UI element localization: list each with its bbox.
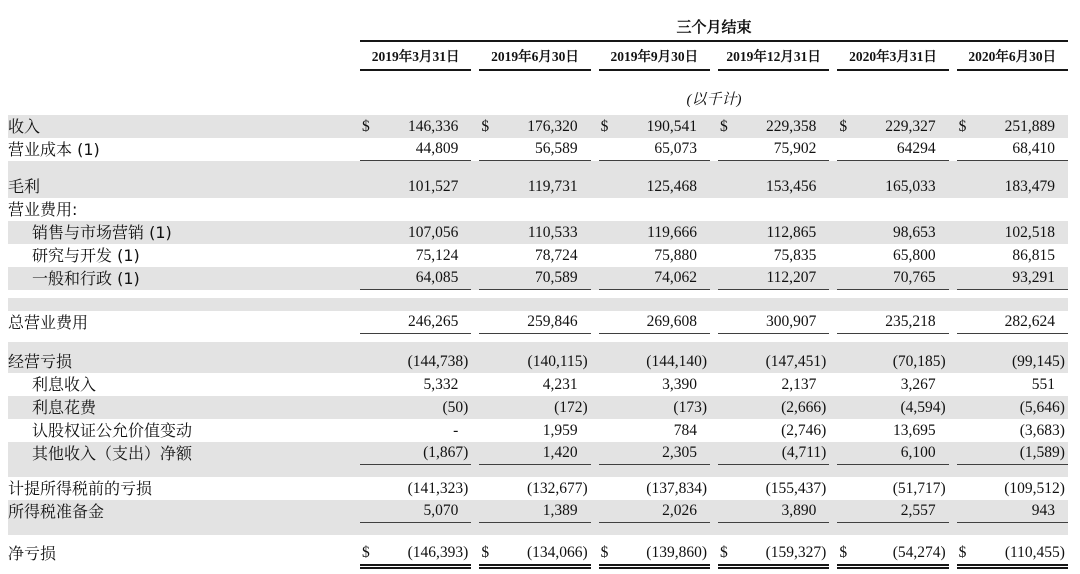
table-row [8,442,1068,465]
spacer-row [8,161,1068,175]
value: (4,594) [900,398,946,416]
row-label: 所得税准备金 [8,502,105,521]
table-row [8,311,1068,334]
value: (1,867) [423,444,469,461]
row-label: 收入 [8,117,41,136]
value: 251,889 [1004,117,1055,135]
value: 5,070 [423,502,459,519]
value-cell [718,350,829,373]
value: 68,410 [1012,140,1055,157]
value-cell [479,244,590,267]
currency-symbol: $ [719,117,728,135]
value: 64294 [896,140,936,157]
column-headers [360,45,1068,71]
value-cell [718,221,829,244]
table-row [8,138,1068,161]
value: 4,231 [542,375,578,393]
value: 78,724 [535,246,578,264]
value-cell [479,267,590,290]
value: (50) [442,398,469,416]
row-label: 利息收入 [32,375,97,394]
value: 44,809 [415,140,459,157]
value-cell [837,244,948,267]
value-cell [837,542,948,569]
value: (1,589) [1019,444,1065,461]
value: 102,518 [1004,223,1055,241]
value-cell [957,442,1068,465]
value-cell [837,175,948,198]
value: 259,846 [527,313,578,330]
value-cell [479,373,590,396]
value: 282,624 [1004,313,1055,330]
value-cell [599,442,710,465]
value-cell [360,373,471,396]
currency-symbol: $ [481,544,490,561]
value-cell [837,373,948,396]
value: (144,140) [646,352,707,370]
period-header: 三个月结束 [360,16,1068,42]
currency-symbol: $ [839,117,848,135]
value: (3,683) [1019,421,1065,439]
value-cell [479,419,590,442]
value-cell [718,477,829,500]
value: 146,336 [407,117,459,135]
value-cell [957,311,1068,334]
table-row [8,477,1068,500]
label-column-spacer [8,88,360,109]
value: (70,185) [892,352,946,370]
value: 235,218 [885,313,936,330]
value-cell [718,419,829,442]
value-cell [360,500,471,523]
value: (140,115) [527,352,588,370]
value-cell [957,138,1068,161]
value-cell [957,396,1068,419]
value-cell [957,477,1068,500]
value: 75,902 [773,140,817,157]
table-row [8,221,1068,244]
value: 784 [673,421,697,439]
value-cell [837,350,948,373]
value-cell [479,311,590,334]
value: 246,265 [407,313,459,330]
row-label: 销售与市场营销 (1) [32,223,172,242]
value-cell [599,419,710,442]
value-cell [718,542,829,569]
value: 70,589 [535,269,578,286]
value-cell [957,198,1068,221]
value: 70,765 [893,269,936,286]
value: 190,541 [646,117,697,135]
spacer-row [8,298,1068,311]
value: 119,731 [527,177,578,195]
value-cell [718,115,829,138]
value-cell [360,442,471,465]
spacer-row [8,342,1068,350]
value-cell [479,115,590,138]
value-cell [479,198,590,221]
value: 269,608 [646,313,697,330]
value-cell [837,198,948,221]
value: 2,557 [900,502,936,519]
value-cell [718,311,829,334]
value-cell [599,350,710,373]
value: 65,800 [893,246,936,264]
value: (137,834) [646,479,707,497]
value-cell [837,115,948,138]
value: (5,646) [1019,398,1065,416]
value-cell [718,267,829,290]
table-row [8,350,1068,373]
value: (146,393) [407,544,469,561]
value-cell [599,221,710,244]
row-label: 研究与开发 (1) [32,246,140,265]
value: (4,711) [781,444,827,461]
value-cell [599,115,710,138]
value-cell [957,419,1068,442]
value-cell [957,542,1068,569]
currency-symbol: $ [362,544,370,561]
spacer-row [8,535,1068,542]
value: - [453,421,459,439]
value: (2,746) [781,421,827,439]
value: 1,420 [542,444,578,461]
value: 65,073 [654,140,697,157]
value-cell [599,175,710,198]
value: 2,137 [781,375,817,393]
value-cell [599,244,710,267]
row-label: 一般和行政 (1) [32,269,140,288]
value-cell [718,373,829,396]
column-header-2: 2019年9月30日 [599,45,710,71]
value: 101,527 [407,177,459,195]
value: (155,437) [765,479,827,497]
value-cell [718,175,829,198]
column-header-1: 2019年6月30日 [479,45,590,71]
value-cell [360,311,471,334]
value: 93,291 [1012,269,1055,286]
value-cell [599,198,710,221]
value-cell [360,175,471,198]
value-cell [718,138,829,161]
value: 75,835 [773,246,817,264]
column-header-3: 2019年12月31日 [718,45,829,71]
value-cell [599,311,710,334]
spacer-row [8,334,1068,342]
units-row [8,88,1068,109]
currency-symbol: $ [600,544,609,561]
value: (144,738) [407,352,469,370]
value: 112,207 [766,269,817,286]
value: (51,717) [892,479,946,497]
table-row [8,198,1068,221]
value-cell [479,221,590,244]
currency-symbol: $ [958,544,967,561]
table-row [8,115,1068,138]
value: 86,815 [1012,246,1055,264]
value: 107,056 [407,223,459,241]
label-column-spacer [8,16,360,42]
value-cell [718,244,829,267]
units-note: (以千计) [686,92,742,108]
column-headers-row [8,45,1068,71]
spacer-row [8,290,1068,298]
table-row [8,419,1068,442]
value-cell [718,442,829,465]
value: 13,695 [893,421,936,439]
value: 75,124 [415,246,459,264]
table-row [8,373,1068,396]
row-label: 利息花费 [32,398,97,417]
value: (172) [554,398,588,416]
value-cell [360,419,471,442]
value: 75,880 [654,246,697,264]
value-cell [957,350,1068,373]
column-header-0: 2019年3月31日 [360,45,471,71]
value: (99,145) [1012,352,1065,370]
table-row [8,267,1068,290]
currency-symbol: $ [481,117,490,135]
value-cell [599,396,710,419]
value-cell [479,138,590,161]
value-cell [837,221,948,244]
value: 943 [1031,502,1055,519]
row-label: 营业费用: [8,200,78,219]
value: 165,033 [885,177,936,195]
value-cell [479,442,590,465]
value-cell [599,373,710,396]
value-cell [599,500,710,523]
value: (2,666) [781,398,827,416]
value: 229,358 [765,117,817,135]
row-label: 总营业费用 [8,313,89,332]
value-cell [718,198,829,221]
value: 112,865 [766,223,817,241]
value: (159,327) [765,544,827,561]
value: (141,323) [407,479,469,497]
value-cell [360,221,471,244]
value: 229,327 [885,117,936,135]
value-cell [718,500,829,523]
row-label: 其他收入（支出）净额 [32,444,193,463]
table-row [8,175,1068,198]
row-label: 经营亏损 [8,352,73,371]
value: (110,455) [1004,544,1065,561]
value-cell [360,350,471,373]
value: 153,456 [765,177,817,195]
value-cell [837,477,948,500]
value-cell [837,419,948,442]
value: (132,677) [526,479,588,497]
value-cell [957,115,1068,138]
value-cell [957,500,1068,523]
table-body [8,115,1068,569]
value-cell [360,542,471,569]
value: 119,666 [647,223,697,241]
table-row [8,500,1068,523]
value-cell [957,373,1068,396]
value-cell [479,175,590,198]
value: 300,907 [765,313,817,330]
value: 110,533 [527,223,578,241]
value: 3,890 [781,502,817,519]
value: (139,860) [646,544,707,561]
value-cell [360,244,471,267]
value-cell [479,396,590,419]
currency-symbol: $ [958,117,967,135]
value-cell [360,138,471,161]
value-cell [360,267,471,290]
table-row [8,244,1068,267]
column-header-4: 2020年3月31日 [837,45,948,71]
value-cell [837,267,948,290]
row-label: 毛利 [8,177,41,196]
value: 2,026 [662,502,697,519]
value: 3,267 [900,375,936,393]
value: (173) [673,398,707,416]
value: (134,066) [526,544,588,561]
value: 183,479 [1004,177,1055,195]
row-label: 净亏损 [8,544,57,563]
value-cell [957,244,1068,267]
value: 1,389 [542,502,578,519]
value-cell [360,198,471,221]
value-cell [837,138,948,161]
value-cell [837,500,948,523]
value: 2,305 [662,444,697,461]
value: 56,589 [535,140,578,157]
value-cell [957,175,1068,198]
value-cell [599,542,710,569]
value: 176,320 [527,117,578,135]
value: (109,512) [1004,479,1065,497]
value-cell [360,477,471,500]
value: 5,332 [423,375,459,393]
value-cell [479,477,590,500]
period-header-row [8,16,1068,42]
value: 74,062 [654,269,697,286]
value-cell [479,542,590,569]
value: 98,653 [893,223,936,241]
table-row [8,396,1068,419]
value-cell [360,396,471,419]
value: 551 [1031,375,1055,393]
currency-symbol: $ [362,117,370,135]
value: 125,468 [646,177,697,195]
row-label: 营业成本 (1) [8,140,100,159]
value-cell [957,267,1068,290]
label-column-spacer [8,45,360,71]
value-cell [599,267,710,290]
value: 6,100 [900,444,936,461]
value: (54,274) [892,544,946,561]
value: 64,085 [415,269,459,286]
row-label: 计提所得税前的亏损 [8,479,153,498]
value-cell [837,396,948,419]
value-cell [837,442,948,465]
value: (147,451) [765,352,827,370]
row-label: 认股权证公允价值变动 [32,421,193,440]
spacer-row [8,465,1068,477]
currency-symbol: $ [600,117,609,135]
column-header-5: 2020年6月30日 [957,45,1068,71]
value-cell [599,477,710,500]
table-row [8,542,1068,569]
value-cell [718,396,829,419]
value-cell [837,311,948,334]
currency-symbol: $ [719,544,728,561]
value-cell [957,221,1068,244]
value-cell [479,350,590,373]
currency-symbol: $ [839,544,848,561]
value-cell [479,500,590,523]
value: 3,390 [662,375,697,393]
spacer-row [8,523,1068,535]
value-cell [599,138,710,161]
value: 1,959 [542,421,578,439]
value-cell [360,115,471,138]
